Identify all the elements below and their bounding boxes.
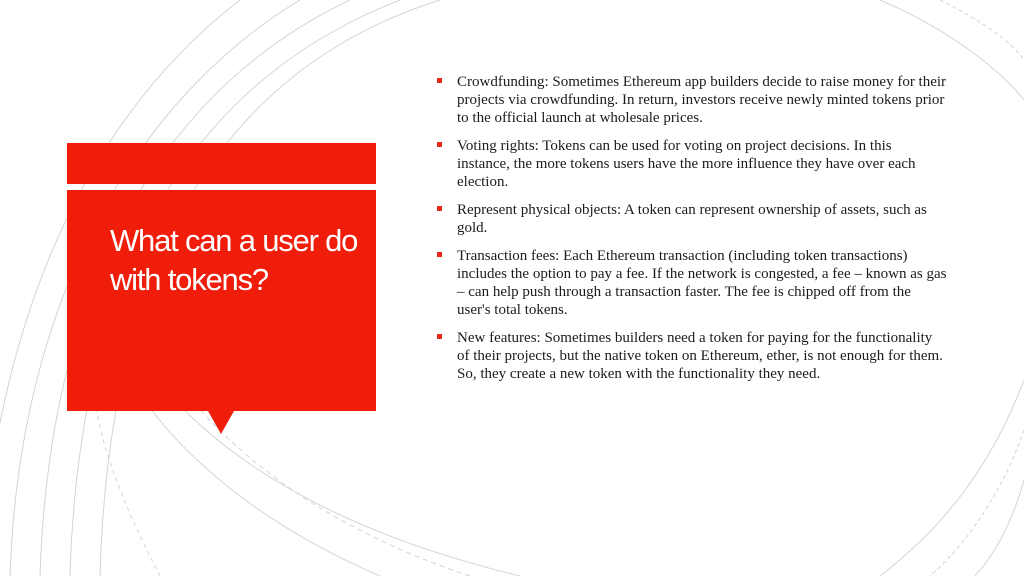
bullet-marker-icon xyxy=(437,252,442,257)
title-panel xyxy=(67,190,376,411)
bullet-marker-icon xyxy=(437,78,442,83)
bullet-item-voting-rights xyxy=(437,137,947,191)
accent-strip xyxy=(67,143,376,184)
bullet-item-physical-objects xyxy=(437,201,947,237)
bullet-text: Crowdfunding: Sometimes Ethereum app builders decide to raise money for their projects via crowdfunding. In return, investors receive newly minted tokens prior to the official launch at wholesale prices. xyxy=(457,74,947,126)
bullet-text: Transaction fees: Each Ethereum transaction (including token transactions) includes the option to pay a fee. If the network is congested, a fee – known as gas – can help push through a transaction faster. The fee is chipped off from the user's total tokens. xyxy=(457,248,947,318)
bullet-item-transaction-fees xyxy=(437,247,947,319)
bullet-text: New features: Sometimes builders need a token for paying for the functionality of their projects, but the native token on Ethereum, ether, is not enough for them. So, they create a new token with the functionality they need. xyxy=(457,330,943,382)
bullet-item-new-features xyxy=(437,329,947,383)
slide-title: What can a user do with tokens? xyxy=(110,223,358,297)
bullet-marker-icon xyxy=(437,334,442,339)
bullet-item-crowdfunding xyxy=(437,73,947,127)
bullet-text: Voting rights: Tokens can be used for voting on project decisions. In this instance, the more tokens users have the more influence they have over each election. xyxy=(457,138,916,190)
bullet-marker-icon xyxy=(437,206,442,211)
bullet-marker-icon xyxy=(437,142,442,147)
bullet-list xyxy=(437,73,947,393)
title-pointer xyxy=(208,411,234,434)
bullet-text: Represent physical objects: A token can represent ownership of assets, such as gold. xyxy=(457,202,927,236)
